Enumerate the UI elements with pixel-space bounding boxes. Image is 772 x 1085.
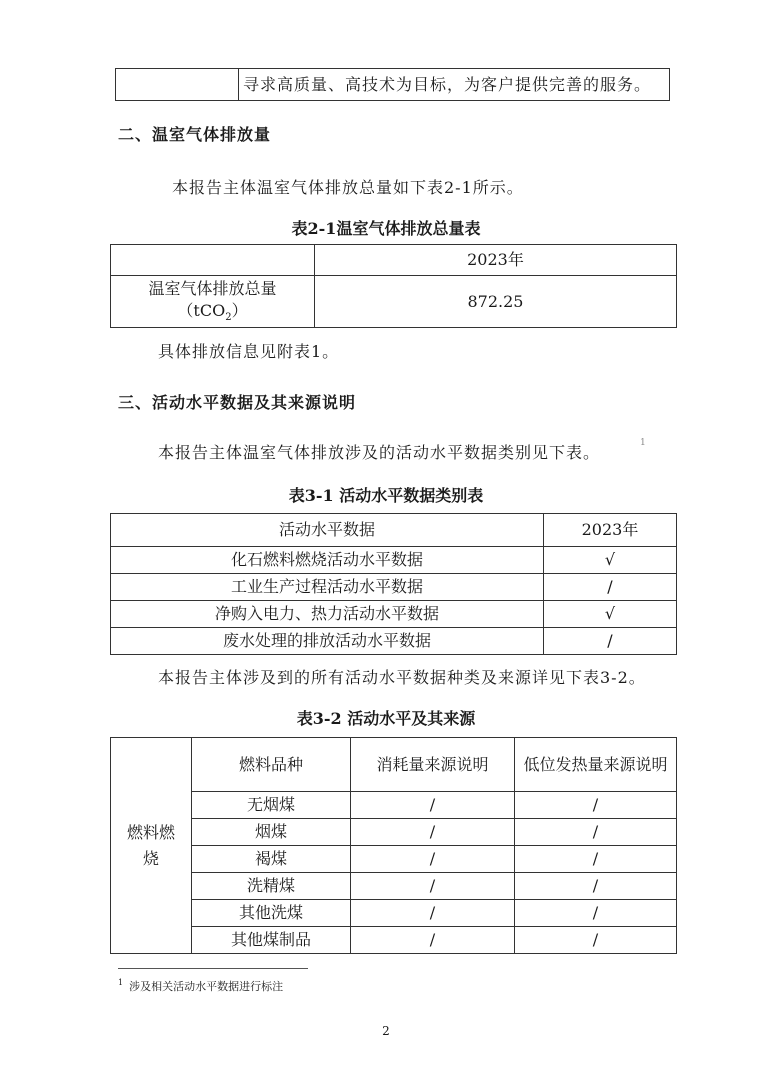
table31-label: 化石燃料燃烧活动水平数据: [111, 547, 544, 574]
table32-fuel: 烟煤: [192, 819, 351, 846]
table21-row-label-line1: 温室气体排放总量: [148, 279, 277, 299]
table31-header-year: 2023年: [544, 514, 677, 547]
table31-title: 表3-1 活动水平数据类别表: [288, 486, 484, 505]
table32-ncv: /: [515, 792, 677, 819]
prev-table-fragment: [115, 68, 670, 101]
table32-header-ncv: 低位发热量来源说明: [515, 738, 677, 792]
table32-header-fuel: 燃料品种: [192, 738, 351, 792]
table32-consumption: /: [351, 900, 515, 927]
footnote: [118, 978, 283, 994]
table31-header-data: 活动水平数据: [111, 514, 544, 547]
section3-heading: 三、活动水平数据及其来源说明: [118, 393, 357, 412]
table21-row-label: [111, 276, 315, 328]
table32-fuel: 褐煤: [192, 846, 351, 873]
table-2-1: [110, 244, 677, 328]
table-row: [111, 927, 677, 954]
fragment-text: 寻求高质量、高技术为目标，为客户提供完善的服务。: [239, 69, 670, 101]
footnote-number: 1: [118, 978, 124, 988]
table32-ncv: /: [515, 900, 677, 927]
table21-value: 872.25: [315, 276, 677, 328]
table21-year-header: 2023年: [315, 245, 677, 276]
table-row: [111, 574, 677, 601]
table31-mark: √: [544, 601, 677, 628]
table-row: [111, 792, 677, 819]
section2-heading: 二、温室气体排放量: [118, 125, 272, 144]
table-3-2: [110, 737, 677, 954]
table32-consumption: /: [351, 819, 515, 846]
table32-fuel: 无烟煤: [192, 792, 351, 819]
table-row: [111, 846, 677, 873]
table21-corner: [111, 245, 315, 276]
table32-fuel: 洗精煤: [192, 873, 351, 900]
table32-group-label: 燃料燃烧: [111, 738, 192, 954]
table31-mark: /: [544, 574, 677, 601]
section2-intro: 本报告主体温室气体排放总量如下表2-1所示。: [172, 178, 524, 197]
table-3-1: [110, 513, 677, 655]
table32-title: 表3-2 活动水平及其来源: [296, 709, 476, 728]
table31-label: 工业生产过程活动水平数据: [111, 574, 544, 601]
table32-consumption: /: [351, 846, 515, 873]
section2-note: 具体排放信息见附表1。: [158, 342, 340, 361]
table-row: [111, 601, 677, 628]
table31-label: 废水处理的排放活动水平数据: [111, 628, 544, 655]
table-row: [111, 547, 677, 574]
table32-fuel: 其他洗煤: [192, 900, 351, 927]
table32-consumption: /: [351, 792, 515, 819]
table31-mark: √: [544, 547, 677, 574]
table32-ncv: /: [515, 846, 677, 873]
table32-ncv: /: [515, 819, 677, 846]
table-row: [111, 819, 677, 846]
table32-fuel: 其他煤制品: [192, 927, 351, 954]
footnote-ref: 1: [640, 438, 646, 448]
table32-header-consumption: 消耗量来源说明: [351, 738, 515, 792]
table32-ncv: /: [515, 873, 677, 900]
footnote-divider: [118, 968, 308, 969]
table32-consumption: /: [351, 873, 515, 900]
table-row: [111, 873, 677, 900]
table31-mark: /: [544, 628, 677, 655]
page-number: 2: [382, 1024, 390, 1038]
table21-title: 表2-1温室气体排放总量表: [291, 219, 481, 238]
section3-after-table31: 本报告主体涉及到的所有活动水平数据种类及来源详见下表3-2。: [158, 668, 646, 687]
table32-ncv: /: [515, 927, 677, 954]
table-row: [111, 900, 677, 927]
section3-intro: 本报告主体温室气体排放涉及的活动水平数据类别见下表。: [158, 443, 601, 462]
empty-cell: [116, 69, 239, 101]
table32-consumption: /: [351, 927, 515, 954]
table-row: [111, 628, 677, 655]
footnote-text: 涉及相关活动水平数据进行标注: [129, 980, 284, 993]
table31-label: 净购入电力、热力活动水平数据: [111, 601, 544, 628]
table21-row-label-unit: （tCO$_2$）: [177, 300, 248, 324]
